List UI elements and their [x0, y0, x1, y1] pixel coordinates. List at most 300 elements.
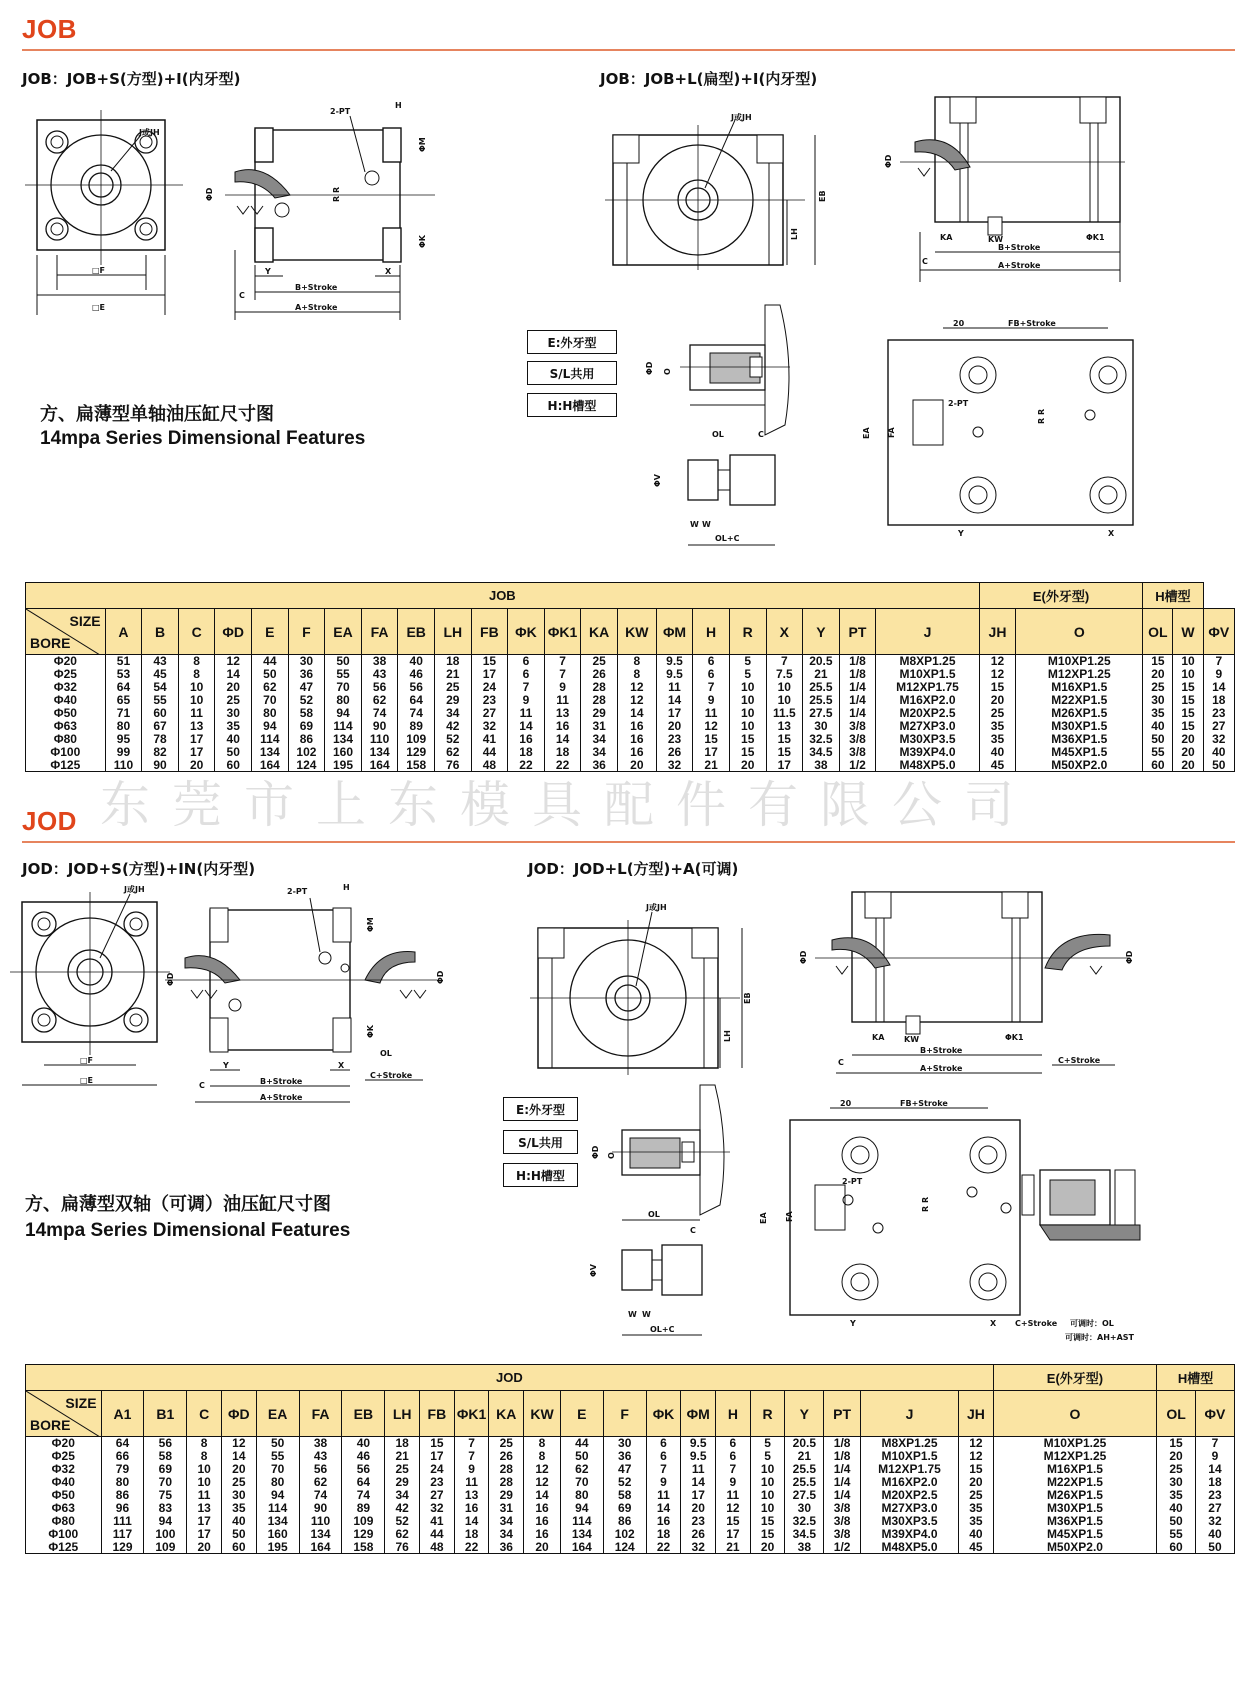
table-cell: 7: [454, 1450, 489, 1463]
table-cell: 20: [729, 759, 766, 772]
jod-section-title: JOD: [22, 806, 77, 836]
table-cell: 30: [1143, 694, 1173, 707]
table-cell: 90: [299, 1502, 342, 1515]
job-spec-table: [25, 582, 1235, 772]
table-cell: 14: [508, 720, 545, 733]
svg-text:ΦD: ΦD: [1125, 950, 1134, 964]
job-col-header: B: [142, 609, 179, 655]
table-cell: 60: [1157, 1541, 1196, 1554]
table-cell: 134: [361, 746, 398, 759]
table-cell: 17: [656, 707, 693, 720]
svg-text:ΦD: ΦD: [799, 950, 808, 964]
table-cell: 3/8: [839, 746, 876, 759]
table-cell: 134: [256, 1515, 299, 1528]
job-caption-en: 14mpa Series Dimensional Features: [40, 428, 366, 449]
table-cell: 17: [187, 1528, 222, 1541]
table-cell: M10XP1.25: [1016, 655, 1143, 668]
table-cell: 28: [489, 1463, 524, 1476]
table-cell: 164: [252, 759, 289, 772]
svg-text:ΦD: ΦD: [645, 361, 654, 375]
table-cell: 71: [105, 707, 142, 720]
bore-cell: Φ100: [26, 1528, 102, 1541]
table-cell: 30: [785, 1502, 824, 1515]
table-cell: 114: [325, 720, 362, 733]
table-cell: 89: [398, 720, 435, 733]
jod-col-header: EA: [256, 1391, 299, 1437]
table-cell: 70: [560, 1476, 603, 1489]
table-cell: 6: [646, 1450, 681, 1463]
table-cell: 69: [603, 1502, 646, 1515]
table-cell: M27XP3.0: [861, 1502, 959, 1515]
table-cell: 38: [785, 1541, 824, 1554]
svg-text:C+Stroke: C+Stroke: [1015, 1319, 1058, 1328]
table-cell: 117: [101, 1528, 144, 1541]
table-cell: 25: [385, 1463, 420, 1476]
svg-text:C: C: [922, 257, 928, 266]
job-title-rule: [22, 49, 1235, 51]
svg-text:OL+C: OL+C: [715, 534, 740, 543]
table-cell: 16: [524, 1515, 561, 1528]
table-cell: 41: [420, 1515, 455, 1528]
svg-text:□F: □F: [92, 266, 106, 275]
svg-text:W: W: [628, 1310, 637, 1319]
table-cell: 13: [766, 720, 803, 733]
table-cell: 40: [342, 1437, 385, 1450]
svg-text:W: W: [642, 1310, 651, 1319]
table-cell: 160: [325, 746, 362, 759]
table-cell: M45XP1.5: [993, 1528, 1156, 1541]
job-col-header: OL: [1143, 609, 1173, 655]
job-col-header: ΦD: [215, 609, 252, 655]
svg-text:ΦV: ΦV: [653, 474, 662, 487]
job-table-size-bore-corner: [26, 609, 106, 655]
table-cell: 46: [398, 668, 435, 681]
table-cell: 40: [222, 1515, 257, 1528]
svg-text:J或JH: J或JH: [139, 128, 160, 137]
table-cell: 58: [288, 707, 325, 720]
table-cell: 20: [656, 720, 693, 733]
table-cell: 40: [215, 733, 252, 746]
jod-square-front-drawing: [10, 880, 175, 1105]
table-cell: 20: [215, 681, 252, 694]
table-cell: 9: [1195, 1450, 1234, 1463]
table-cell: 17: [471, 668, 508, 681]
table-cell: 14: [1203, 681, 1234, 694]
table-cell: 16: [617, 720, 656, 733]
table-cell: 158: [398, 759, 435, 772]
table-cell: 30: [803, 720, 840, 733]
table-cell: 36: [288, 668, 325, 681]
table-cell: 20: [617, 759, 656, 772]
table-cell: 109: [398, 733, 435, 746]
table-cell: 47: [603, 1463, 646, 1476]
table-cell: 10: [766, 681, 803, 694]
table-cell: 10: [729, 720, 766, 733]
table-cell: 56: [299, 1463, 342, 1476]
table-cell: 78: [142, 733, 179, 746]
table-cell: 1/2: [824, 1541, 861, 1554]
job-square-front-drawing: [25, 105, 185, 320]
table-cell: 18: [385, 1437, 420, 1450]
svg-text:ΦK1: ΦK1: [1086, 233, 1105, 242]
svg-text:B+Stroke: B+Stroke: [998, 243, 1041, 252]
table-cell: 8: [524, 1437, 561, 1450]
table-cell: 48: [471, 759, 508, 772]
table-cell: M30XP3.5: [876, 733, 979, 746]
table-cell: 94: [325, 707, 362, 720]
table-cell: 20: [222, 1463, 257, 1476]
table-cell: 11: [681, 1463, 716, 1476]
job-col-header: O: [1016, 609, 1143, 655]
table-cell: 83: [144, 1502, 187, 1515]
table-cell: 50: [1143, 733, 1173, 746]
jod-top-view-drawing: [760, 1100, 1145, 1340]
table-cell: M12XP1.25: [993, 1450, 1156, 1463]
table-cell: 15: [959, 1463, 994, 1476]
table-cell: 9: [1203, 668, 1234, 681]
table-cell: 74: [342, 1489, 385, 1502]
bore-cell: Φ25: [26, 1450, 102, 1463]
table-cell: 15: [1173, 681, 1203, 694]
table-cell: 34: [581, 733, 618, 746]
table-cell: 16: [508, 733, 545, 746]
table-cell: 44: [252, 655, 289, 668]
table-cell: 9: [508, 694, 545, 707]
table-cell: 13: [454, 1489, 489, 1502]
table-cell: 29: [581, 707, 618, 720]
table-cell: 14: [681, 1476, 716, 1489]
table-cell: M50XP2.0: [993, 1541, 1156, 1554]
jod-col-header: O: [993, 1391, 1156, 1437]
table-cell: 22: [646, 1541, 681, 1554]
jod-col-header: A1: [101, 1391, 144, 1437]
table-cell: 10: [178, 681, 215, 694]
table-cell: 15: [1157, 1437, 1196, 1450]
table-cell: 86: [288, 733, 325, 746]
jod-rod-end-drawing: [590, 1085, 740, 1345]
svg-text:W: W: [690, 520, 699, 529]
table-cell: 129: [342, 1528, 385, 1541]
table-cell: 25: [959, 1489, 994, 1502]
table-cell: 10: [750, 1463, 785, 1476]
table-cell: 62: [385, 1528, 420, 1541]
table-cell: 50: [222, 1528, 257, 1541]
table-cell: 47: [288, 681, 325, 694]
table-cell: 14: [1195, 1463, 1234, 1476]
table-cell: M16XP1.5: [1016, 681, 1143, 694]
svg-text:J或JH: J或JH: [124, 885, 145, 894]
table-cell: 8: [178, 655, 215, 668]
table-cell: 25: [489, 1437, 524, 1450]
table-cell: 9: [646, 1476, 681, 1489]
jod-left-subtitle: JOD：JOD+S(方型)+IN(内牙型): [22, 860, 256, 878]
svg-text:J或JH: J或JH: [731, 113, 752, 122]
table-cell: 12: [524, 1476, 561, 1489]
svg-text:C: C: [838, 1058, 844, 1067]
table-cell: 30: [288, 655, 325, 668]
table-cell: 13: [544, 707, 581, 720]
table-cell: 15: [1173, 694, 1203, 707]
table-cell: 32: [1195, 1515, 1234, 1528]
table-cell: 8: [617, 655, 656, 668]
table-cell: 25.5: [785, 1476, 824, 1489]
job-col-header: ΦK: [508, 609, 545, 655]
table-cell: 60: [222, 1541, 257, 1554]
jod-flat-side-drawing: [790, 880, 1135, 1085]
table-cell: 164: [560, 1541, 603, 1554]
svg-text:Y: Y: [265, 267, 271, 276]
svg-text:ΦK: ΦK: [366, 1025, 375, 1038]
table-cell: 25: [222, 1476, 257, 1489]
svg-text:ΦK: ΦK: [418, 235, 427, 248]
table-cell: 51: [105, 655, 142, 668]
jod-col-header: C: [187, 1391, 222, 1437]
job-caption-cn: 方、扁薄型单轴油压缸尺寸图: [40, 404, 274, 425]
table-cell: 15: [766, 746, 803, 759]
job-col-header: JH: [979, 609, 1016, 655]
jod-bore-label: BORE: [30, 1417, 71, 1433]
table-cell: 35: [1143, 707, 1173, 720]
table-cell: 16: [524, 1528, 561, 1541]
table-cell: 14: [646, 1502, 681, 1515]
svg-text:OL: OL: [380, 1049, 392, 1058]
table-cell: 25.5: [803, 681, 840, 694]
table-cell: 102: [288, 746, 325, 759]
table-cell: 12: [959, 1450, 994, 1463]
table-cell: 50: [1157, 1515, 1196, 1528]
svg-text:EA: EA: [759, 1212, 768, 1224]
table-cell: 26: [681, 1528, 716, 1541]
table-cell: 86: [603, 1515, 646, 1528]
table-row: [26, 668, 1235, 681]
job-col-header: EA: [325, 609, 362, 655]
bore-cell: Φ63: [26, 1502, 102, 1515]
table-cell: 6: [693, 668, 730, 681]
table-cell: 5: [750, 1437, 785, 1450]
table-cell: 134: [560, 1528, 603, 1541]
table-cell: M8XP1.25: [876, 655, 979, 668]
table-cell: 20: [1157, 1450, 1196, 1463]
table-cell: 34: [385, 1489, 420, 1502]
table-cell: 110: [105, 759, 142, 772]
table-cell: M30XP3.5: [861, 1515, 959, 1528]
table-cell: 80: [256, 1476, 299, 1489]
table-cell: 1/4: [839, 694, 876, 707]
table-cell: 27: [420, 1489, 455, 1502]
table-cell: 21: [716, 1541, 751, 1554]
jod-col-header: PT: [824, 1391, 861, 1437]
table-cell: 64: [105, 681, 142, 694]
table-cell: 5: [750, 1450, 785, 1463]
table-cell: 52: [288, 694, 325, 707]
table-cell: 15: [716, 1515, 751, 1528]
table-cell: 20: [524, 1541, 561, 1554]
table-cell: 53: [105, 668, 142, 681]
table-cell: 15: [750, 1528, 785, 1541]
table-cell: 1/8: [839, 655, 876, 668]
table-cell: M10XP1.5: [876, 668, 979, 681]
table-cell: 30: [222, 1489, 257, 1502]
job-bore-label: BORE: [30, 635, 71, 651]
table-cell: 94: [560, 1502, 603, 1515]
table-cell: 16: [454, 1502, 489, 1515]
watermark: 东莞市上东模具配件有限公司: [100, 776, 1036, 834]
job-table-h-label: H槽型: [1143, 583, 1203, 609]
table-cell: 15: [766, 733, 803, 746]
table-cell: 114: [252, 733, 289, 746]
job-col-header: R: [729, 609, 766, 655]
table-cell: 15: [1173, 707, 1203, 720]
table-cell: M36XP1.5: [993, 1515, 1156, 1528]
table-row: [26, 1476, 1235, 1489]
jod-col-header: OL: [1157, 1391, 1196, 1437]
svg-text:OL+C: OL+C: [650, 1325, 675, 1334]
table-cell: 134: [325, 733, 362, 746]
table-cell: 65: [105, 694, 142, 707]
table-cell: 11: [693, 707, 730, 720]
job-col-header: KW: [617, 609, 656, 655]
table-cell: 94: [252, 720, 289, 733]
table-cell: 134: [299, 1528, 342, 1541]
table-cell: 10: [750, 1502, 785, 1515]
svg-text:C: C: [758, 430, 764, 439]
table-cell: 195: [256, 1541, 299, 1554]
table-cell: 80: [105, 720, 142, 733]
svg-text:ΦM: ΦM: [366, 917, 375, 932]
table-cell: 64: [342, 1476, 385, 1489]
svg-text:A+Stroke: A+Stroke: [260, 1093, 303, 1102]
table-cell: 14: [544, 733, 581, 746]
table-cell: 40: [1195, 1528, 1234, 1541]
table-cell: 23: [656, 733, 693, 746]
svg-text:ΦM: ΦM: [418, 137, 427, 152]
bore-cell: Φ32: [26, 681, 106, 694]
svg-text:B+Stroke: B+Stroke: [920, 1046, 963, 1055]
job-col-header: C: [178, 609, 215, 655]
table-cell: 35: [959, 1502, 994, 1515]
table-cell: 7: [766, 655, 803, 668]
table-cell: 35: [979, 720, 1016, 733]
svg-text:H: H: [395, 101, 402, 110]
bore-cell: Φ20: [26, 1437, 102, 1450]
svg-text:□F: □F: [80, 1056, 94, 1065]
jod-table-group-header: [26, 1365, 1235, 1391]
table-cell: 32: [471, 720, 508, 733]
table-cell: 5: [729, 655, 766, 668]
svg-text:ΦD: ΦD: [591, 1145, 600, 1159]
table-cell: 109: [342, 1515, 385, 1528]
table-cell: M50XP2.0: [1016, 759, 1143, 772]
table-cell: 56: [361, 681, 398, 694]
svg-text:Y: Y: [958, 529, 964, 538]
table-cell: 12: [959, 1437, 994, 1450]
table-cell: M30XP1.5: [993, 1502, 1156, 1515]
table-cell: 20: [1143, 668, 1173, 681]
table-cell: 24: [471, 681, 508, 694]
table-cell: M27XP3.0: [876, 720, 979, 733]
table-cell: 34.5: [803, 746, 840, 759]
svg-text:EB: EB: [743, 992, 752, 1004]
table-cell: 29: [489, 1489, 524, 1502]
table-cell: M8XP1.25: [861, 1437, 959, 1450]
table-cell: 96: [101, 1502, 144, 1515]
table-cell: 55: [1143, 746, 1173, 759]
table-cell: 8: [178, 668, 215, 681]
table-cell: 124: [288, 759, 325, 772]
table-cell: 35: [222, 1502, 257, 1515]
table-cell: 129: [398, 746, 435, 759]
table-cell: 10: [766, 694, 803, 707]
jod-col-header: ΦD: [222, 1391, 257, 1437]
jod-right-subtitle: JOD：JOD+L(方型)+A(可调): [528, 860, 739, 878]
table-cell: 62: [560, 1463, 603, 1476]
table-row: [26, 1502, 1235, 1515]
svg-text:20: 20: [840, 1099, 852, 1108]
jod-spec-table: [25, 1364, 1235, 1554]
table-cell: 44: [420, 1528, 455, 1541]
jod-size-label: SIZE: [65, 1395, 97, 1411]
table-cell: 25: [581, 655, 618, 668]
table-cell: 89: [342, 1502, 385, 1515]
table-cell: 70: [252, 694, 289, 707]
table-row: [26, 655, 1235, 668]
table-cell: 21: [435, 668, 472, 681]
table-cell: 80: [325, 694, 362, 707]
svg-text:C: C: [690, 1226, 696, 1235]
jod-col-header: FA: [299, 1391, 342, 1437]
svg-text:FB+Stroke: FB+Stroke: [900, 1099, 948, 1108]
table-cell: 20: [1173, 746, 1203, 759]
jod-title-rule: [22, 841, 1235, 843]
table-cell: 38: [361, 655, 398, 668]
table-row: [26, 694, 1235, 707]
table-cell: 95: [105, 733, 142, 746]
table-cell: 18: [1203, 694, 1234, 707]
table-cell: M16XP2.0: [861, 1476, 959, 1489]
job-section-title: JOB: [22, 14, 77, 44]
job-flat-front-drawing: [605, 100, 830, 275]
table-cell: M12XP1.25: [1016, 668, 1143, 681]
bore-cell: Φ20: [26, 655, 106, 668]
table-cell: 36: [489, 1541, 524, 1554]
table-cell: 10: [178, 694, 215, 707]
svg-text:20: 20: [953, 319, 965, 328]
table-cell: 25: [215, 694, 252, 707]
table-cell: 11: [716, 1489, 751, 1502]
svg-text:R R: R R: [332, 186, 341, 202]
job-col-header: H: [693, 609, 730, 655]
table-cell: 11: [656, 681, 693, 694]
table-cell: M39XP4.0: [861, 1528, 959, 1541]
table-cell: 158: [342, 1541, 385, 1554]
table-cell: 9: [716, 1476, 751, 1489]
table-cell: 3/8: [824, 1502, 861, 1515]
job-top-view-drawing: [858, 320, 1133, 550]
jod-option-external-thread: E:外牙型: [503, 1097, 578, 1121]
table-cell: 17: [178, 746, 215, 759]
table-cell: 9: [693, 694, 730, 707]
table-cell: 28: [581, 681, 618, 694]
jod-col-header: Y: [785, 1391, 824, 1437]
table-cell: 40: [1203, 746, 1234, 759]
table-cell: 69: [144, 1463, 187, 1476]
table-cell: 40: [1157, 1502, 1196, 1515]
table-cell: 20: [187, 1541, 222, 1554]
svg-text:2-PT: 2-PT: [287, 887, 308, 896]
table-cell: 15: [420, 1437, 455, 1450]
table-cell: 48: [420, 1541, 455, 1554]
svg-text:2-PT: 2-PT: [842, 1177, 863, 1186]
